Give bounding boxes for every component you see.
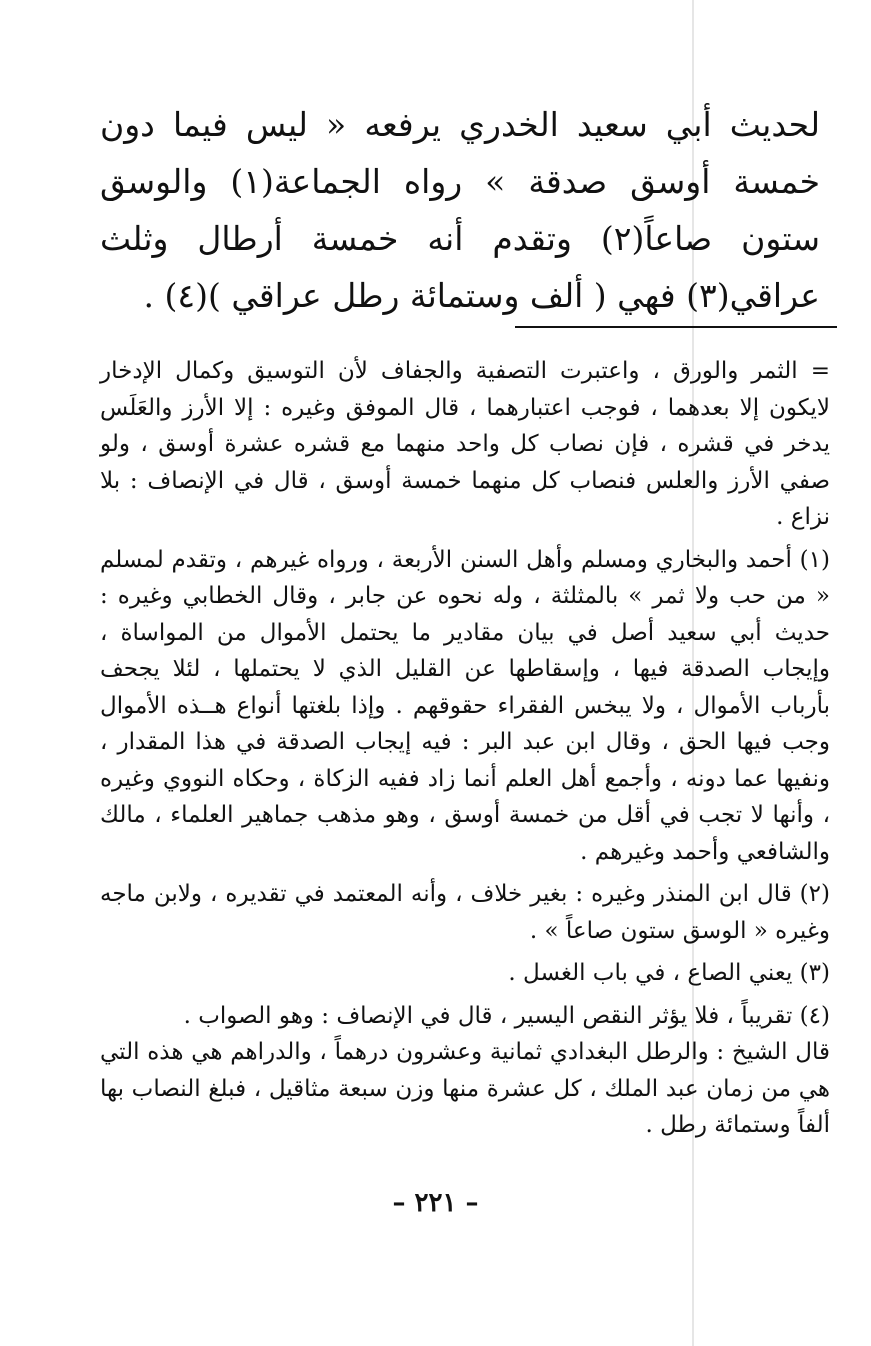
footnote-continuation: [100, 353, 830, 536]
footnote-4: [100, 998, 830, 1144]
main-text: لحديث أبي سعيد الخدري يرفعه « ليس فيما دون خمسة أوسق صدقة » رواه الجماعة(١) والوسق ستون صاعاً(٢) وتقدم أنه خمسة أرطال وثلث عراقي(٣) فهي ( ألف وستمائة رطل عراقي )(٤) .: [100, 105, 820, 315]
footnote-paragraph: قال الشيخ : والرطل البغدادي ثمانية وعشرون درهماً ، والدراهم هي هذه التي هي من زمان عبد الملك ، كل عشرة منها وزن سبعة مثاقيل ، فبلغ النصاب بها ألفاً وستمائة رطل .: [100, 1039, 830, 1138]
footnote-3: [100, 955, 830, 992]
footnote-divider: [515, 326, 837, 328]
footnotes: [100, 353, 830, 1150]
footnote-paragraph: (٤) تقريباً ، فلا يؤثر النقص اليسير ، قال في الإنصاف : وهو الصواب .: [183, 1002, 830, 1029]
footnote-2: [100, 876, 830, 949]
footnote-paragraph: (٣) يعني الصاع ، في باب الغسل .: [508, 960, 830, 986]
page-number: – ٢٢١ –: [392, 1188, 479, 1218]
footnote-paragraph: = الثمر والورق ، واعتبرت التصفية والجفاف لأن التوسيق وكمال الإدخار لايكون إلا بعدهما ، فوجب اعتبارهما ، قال الموفق وغيره : إلا الأرز والعَلَس يدخر في قشره ، فإن نصاب كل واحد منهما مع قشره عشرة أوسق ، ولو صفي الأرز والعلس فنصاب كل منهما خمسة أوسق ، قال في الإنصاف : بلا نزاع .: [100, 358, 830, 530]
footnote-paragraph: (١) أحمد والبخاري ومسلم وأهل السنن الأربعة ، ورواه غيرهم ، وتقدم لمسلم « من حب ولا ثمر » بالمثلثة ، وله نحوه عن جابر ، وقال الخطابي وغيره : حديث أبي سعيد أصل في بيان مقادير ما يحتمل الأموال من المواساة ، وإيجاب الصدقة فيها ، وإسقاطها عن القليل الذي لا يحتملها ، لئلا يجحف بأرباب الأموال ، ولا يبخس الفقراء حقوقهم . وإذا بلغتها أنواع هــذه الأموال وجب فيها الحق ، وقال ابن عبد البر : فيه إيجاب الصدقة في هذا المقدار ، ونفيها عما دونه ، وأجمع أهل العلم أنما زاد ففيه الزكاة ، وحكاه النووي وغيره ، وأنها لا تجب في أقل من خمسة أوسق ، وهو مذهب جماهير العلماء ، مالك والشافعي وأحمد وغيرهم .: [100, 546, 830, 865]
footnote-1: [100, 542, 830, 871]
footnote-paragraph: (٢) قال ابن المنذر وغيره : بغير خلاف ، وأنه المعتمد في تقديره ، ولابن ماجه وغيره « الوسق ستون صاعاً » .: [100, 881, 830, 944]
